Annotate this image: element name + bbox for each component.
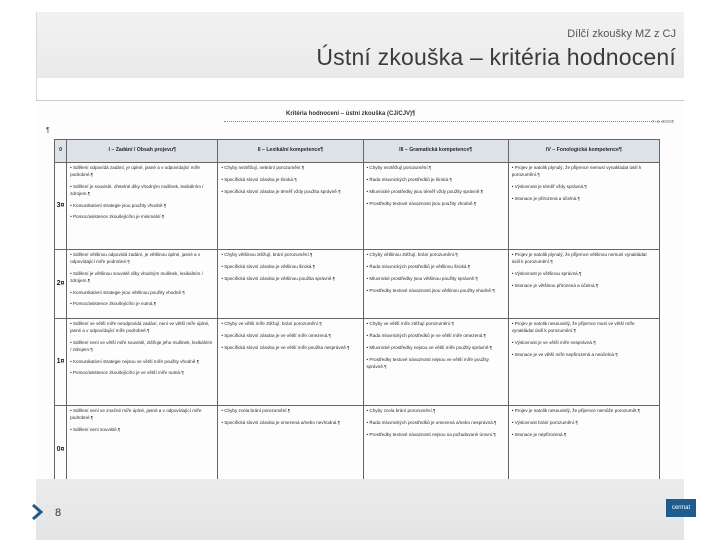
criteria-item: • Sdělení není souvislé.¶ [70,426,121,432]
score-cell: 3¤ [55,163,67,250]
criteria-item: • Intonace je ve větší míře nepřirozená a neúčelná.¶ [511,351,618,357]
criteria-item: • Projev je natolik plynulý, že přijemce většinou nemusí vynakládat úsilí k porozumění.¶ [511,252,647,264]
criteria-item: • Specifická slovní zásoba je široká.¶ [221,176,297,182]
score-cell: 1¤ [55,319,67,406]
criteria-item: • Sdělení ve větší míře neodpovídá zadání, není ve větší míře úplné, jasné a v odpovídající míře podrobné.¶ [70,321,210,333]
criteria-item: • Sdělení odpovídá zadání, je úplné, jasné a v odpovídající míře podrobné.¶ [70,165,200,177]
criteria-item: • Mluvnické prostředky jsou většinou použity správně.¶ [366,275,478,281]
criteria-item: • Chyby většinou ztěžují, brání porozumění.¶ [366,252,458,257]
criteria-item: • Chyby neztěžují, nebrání porozumění.¶ [221,165,305,170]
criteria-item: • Prostředky textové návaznosti nejsou ve větší míře použity správně.¶ [366,356,489,369]
score-cell: 2¤ [55,250,67,319]
criteria-item: • Chyby zcela brání porozumění.¶ [366,408,436,413]
rubric-table [54,139,660,507]
criteria-item: • Komunikativní strategie nejsou ve větší míře použity vhodně.¶ [70,358,200,364]
rubric-row [55,163,660,250]
criteria-item: • Komunikativní strategie jsou použity vhodně.¶ [70,202,167,208]
slide-title: Ústní zkouška – kritéria hodnocení [316,44,676,70]
criteria-item: • Výslovnost je téměř vždy správná.¶ [511,183,587,189]
slide-footer-band [36,479,684,540]
criteria-item: • Sdělení je souvislé, zřetelné díky vhodným mullinek, lexikálním / zdrojem.¶ [70,183,204,196]
criteria-cell [218,319,363,406]
criteria-cell [67,250,218,319]
criteria-item: • Specifická slovní zásoba je téměř vždy použita správně.¶ [221,188,341,194]
slide-subtitle: Dílčí zkoušky MZ z CJ [567,28,676,40]
criteria-cell [363,319,508,406]
criteria-item: • Specifická slovní zásoba je většinou použita správně.¶ [221,275,336,281]
criteria-item: • Mluvnické prostředky jsou téměř vždy použity správně.¶ [366,188,484,194]
criteria-item: • Mluvnické prostředky nejsou ve větší míře použity správně.¶ [366,344,493,350]
criteria-item: • Specifická slovní zásoba je většinou široká.¶ [221,263,316,269]
criteria-item: • Sdělení není ve větší míře souvislé, ztěžuje jeho mullinek, lexikálním / zdrojem.¶ [70,339,213,352]
rubric-row [55,319,660,406]
criteria-item: • Pomoc/asistence zkoušejícího je nutná.¶ [70,301,157,307]
criteria-item: • Prostředky textové návaznosti jsou většinou použity vhodně.¶ [366,287,495,293]
criteria-item: • Komunikativní strategie jsou většinou použity vhodně.¶ [70,289,185,295]
score-cell: 0¤ [55,406,67,495]
criteria-item: • Intonace je většinou přirozená a účelná.¶ [511,282,599,288]
criteria-item: • Chyby zcela brání porozumění.¶ [221,408,291,413]
document-title: Kritéria hodnocení – ústní zkouška (CJ/CJV)¶ [286,111,416,117]
cermat-logo: cermat [666,499,696,517]
rubric-row [55,250,660,319]
criteria-cell [363,163,508,250]
header-grammar: III – Gramatická kompetence¶ [363,140,508,163]
criteria-item: • Intonace je nepřirozená.¶ [511,431,567,437]
slide-chevron-icon [30,503,44,521]
header-phonology: IV – Fonologická kompetence¶ [508,140,659,163]
rubric-document-image [36,100,684,480]
criteria-cell [67,163,218,250]
criteria-item: • Chyby ve větší míře ztěžují, brání porozumění.¶ [221,321,322,326]
criteria-cell [218,250,363,319]
criteria-item: • Intonace je přirozená a účelná.¶ [511,195,580,201]
criteria-item: • Prostředky textové návaznosti nejsou na požadované úrovni.¶ [366,431,496,437]
criteria-item: • Chyby ve větší míře ztěžují porozumění.¶ [366,321,454,326]
header-score: 0 [55,140,67,163]
header-content: I – Zadání / Obsah projevu¶ [67,140,218,163]
criteria-item: • Pomoc/asistence zkoušejícího je ve větší míře nutná.¶ [70,370,184,376]
criteria-cell [218,163,363,250]
criteria-item: • Prostředky textové návaznosti jsou použity vhodně.¶ [366,200,477,206]
criteria-item: • Specifická slovní zásoba je omezená a/nebo nevhodná.¶ [221,419,341,425]
rubric-header-row [55,140,660,163]
criteria-item: • Projev je natolik nesouvislý, že přijemce nemůže porozumět.¶ [511,408,641,413]
criteria-item: • Výslovnost je většinou správná.¶ [511,270,582,276]
criteria-item: • Řada mluvnických prostředků je omezená a/nebo nesprávná.¶ [366,419,497,425]
criteria-item: • Chyby většinou ztěžují, brání porozumění.¶ [221,252,313,257]
criteria-cell [363,250,508,319]
document-title-rule [224,121,664,123]
page-number: 8 [55,507,62,519]
criteria-item: • Řada mluvnických prostředků je většinou široká.¶ [366,263,471,269]
criteria-item: • Řada mluvnických prostředků je široká.¶ [366,176,452,182]
document-date: 7. 2. 2009¶ [651,119,674,124]
header-lexical: II – Lexikální kompetence¶ [218,140,363,163]
criteria-item: • Specifická slovní zásoba je ve větší míře omezená.¶ [221,332,331,338]
criteria-item: • Projev je natolik nesouvislý, že přijemce musí ve větší míře vynakládat úsilí k porozumění.¶ [511,321,635,333]
pilcrow-mark: ¶ [46,127,50,134]
criteria-cell [508,163,659,250]
criteria-cell [508,250,659,319]
criteria-item: • Výslovnost je ve větší míře nesprávná.¶ [511,339,596,345]
criteria-item: • Výslovnost brání porozumění.¶ [511,419,578,425]
criteria-item: • Specifická slovní zásoba je ve větší míře použita nesprávně.¶ [221,344,350,350]
criteria-cell [508,319,659,406]
criteria-cell [67,319,218,406]
criteria-item: • Sdělení není ve značné míře úplné, jasné a v odpovídající míře podrobné.¶ [70,408,202,420]
criteria-item: • Projev je natolik plynulý, že přijemce nemusí vynakládat úsilí k porozumění.¶ [511,165,642,177]
criteria-item: • Pomoc/asistence zkoušejícího je minimální.¶ [70,214,165,220]
criteria-item: • Sdělení většinou odpovídá zadání, je většinou úplné, jasné a v odpovídající míře podrobné.¶ [70,252,201,264]
criteria-item: • Řada mluvnických prostředků je ve větší míře omezená.¶ [366,332,487,338]
criteria-item: • Sdělení je většinou souvislé díky vhodným mullinek, lexikálním / zdrojem.¶ [70,270,203,283]
criteria-item: • Chyby neztěžují porozumění.¶ [366,165,432,170]
